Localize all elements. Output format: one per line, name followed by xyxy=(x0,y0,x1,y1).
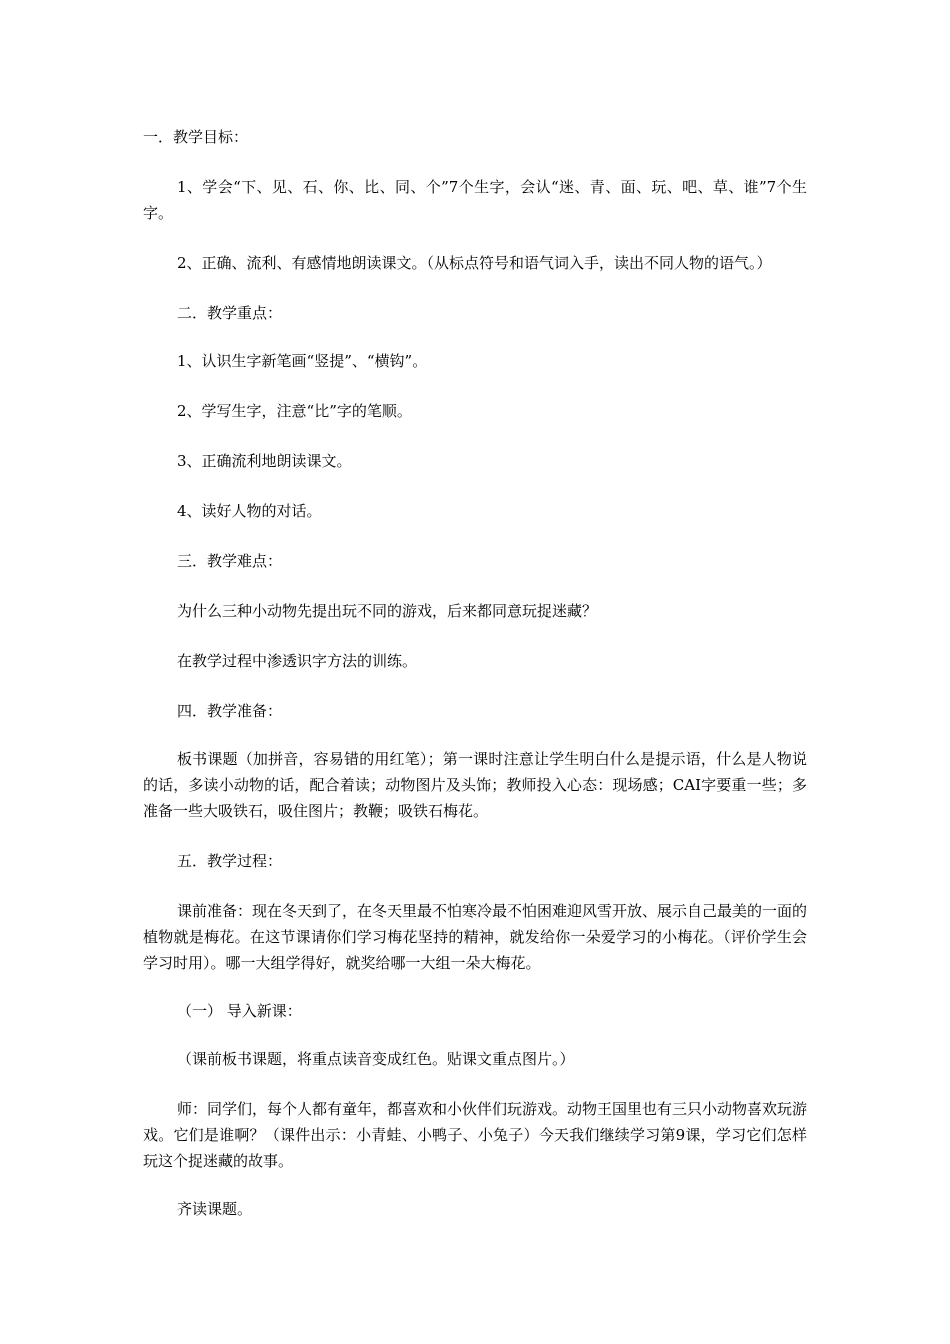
key-point-item-2: 2、学写生字，注意“比”字的笔顺。 xyxy=(177,402,412,420)
read-title-text: 齐读课题。 xyxy=(177,1200,253,1218)
key-point-item-1: 1、认识生字新笔画“竖提”、“横钩”。 xyxy=(177,352,428,370)
key-point-item-3: 3、正确流利地朗读课文。 xyxy=(177,452,352,470)
section-heading-objectives: 一．教学目标： xyxy=(143,128,249,146)
objective-item-2: 2、正确、流利、有感情地朗读课文。（从标点符号和语气词入手，读出不同人物的语气。） xyxy=(177,254,772,272)
preparation-text: 板书课题（加拼音，容易错的用红笔）；第一课时注意让学生明白什么是提示语，什么是人物说的话，多读小动物的话，配合着读；动物图片及头饰；教师投入心态：现场感；CAI字要重一些；多准备一些大吸铁石，吸住图片；教鞭；吸铁石梅花。 xyxy=(143,750,807,820)
section-heading-difficulties: 三．教学难点： xyxy=(177,552,283,570)
key-point-item-4: 4、读好人物的对话。 xyxy=(177,502,322,520)
step-1-note: （课前板书课题，将重点读音变成红色。贴课文重点图片。） xyxy=(177,1050,575,1068)
objective-item-1: 1、学会“下、见、石、你、比、同、个”7个生字，会认“迷、青、面、玩、吧、草、谁”7个生字。 xyxy=(143,178,807,222)
step-1-heading: （一） 导入新课： xyxy=(177,1002,302,1020)
pre-class-text: 课前准备：现在冬天到了，在冬天里最不怕寒冷最不怕困难迎风雪开放、展示自己最美的一面的植物就是梅花。在这节课请你们学习梅花坚持的精神，就发给你一朵爱学习的小梅花。（评价学生会学习时用）。哪一大组学得好，就奖给哪一大组一朵大梅花。 xyxy=(143,902,808,972)
section-heading-key-points: 二．教学重点： xyxy=(177,304,283,322)
difficulty-item-2: 在教学过程中渗透识字方法的训练。 xyxy=(177,652,418,670)
difficulty-item-1: 为什么三种小动物先提出玩不同的游戏，后来都同意玩捉迷藏？ xyxy=(177,602,598,620)
section-heading-process: 五．教学过程： xyxy=(177,852,283,870)
section-heading-preparation: 四．教学准备： xyxy=(177,702,283,720)
teacher-intro-text: 师：同学们，每个人都有童年，都喜欢和小伙伴们玩游戏。动物王国里也有三只小动物喜欢玩游戏。它们是谁啊？（课件出示：小青蛙、小鸭子、小兔子）今天我们继续学习第9课，学习它们怎样玩这个捉迷藏的故事。 xyxy=(143,1100,808,1170)
